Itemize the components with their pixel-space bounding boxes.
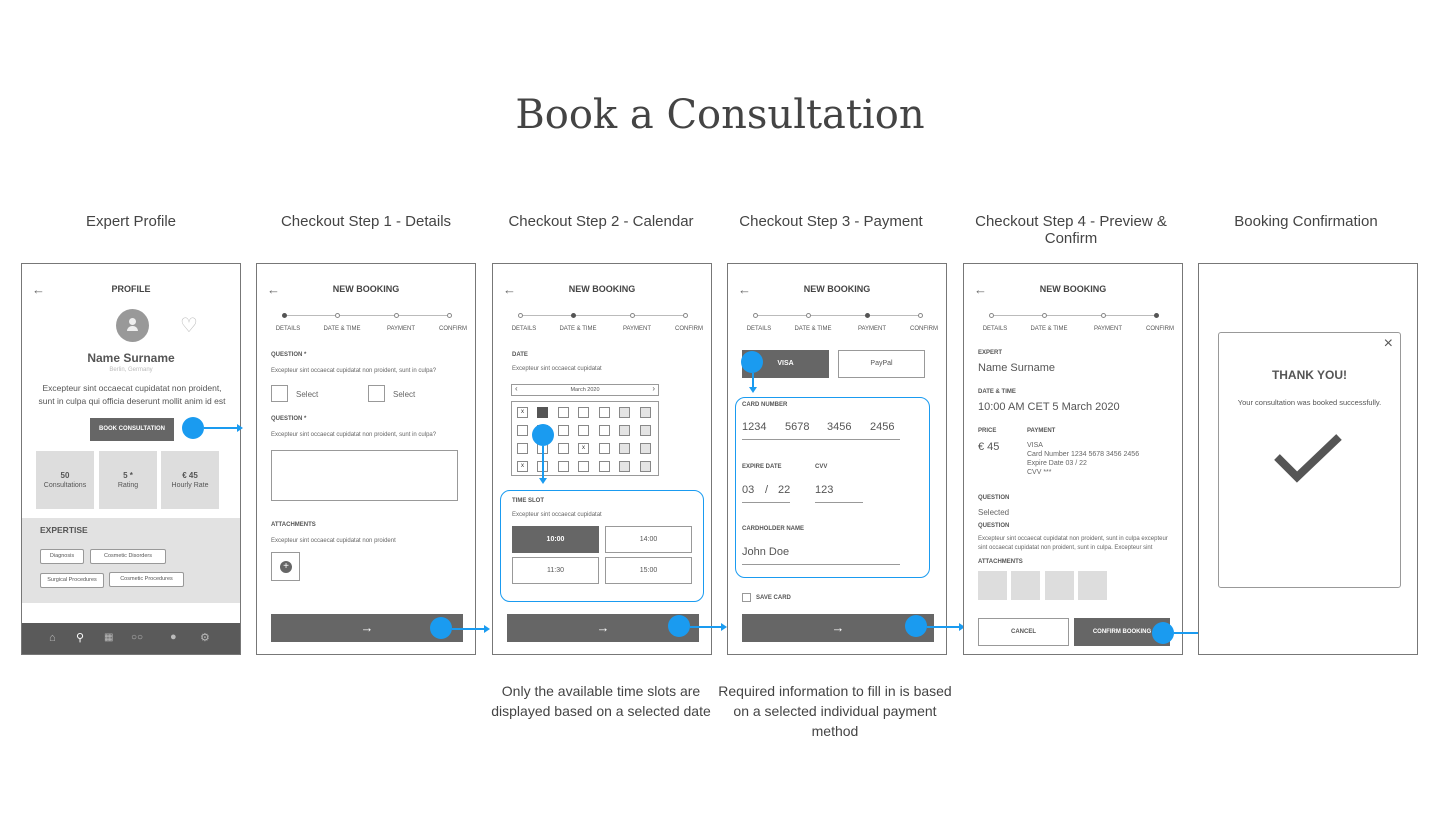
date-label: DATE — [512, 352, 528, 358]
home-icon[interactable]: ⌂ — [49, 632, 56, 644]
attachments-text: Excepteur sint occaecat cupidatat non proident — [271, 538, 396, 544]
calendar-day[interactable] — [619, 425, 630, 436]
arrow-right-icon: → — [831, 620, 845, 635]
payment-line: Expire Date 03 / 22 — [1027, 460, 1087, 467]
calendar-day[interactable] — [640, 425, 651, 436]
question-value: Excepteur sint occaecat cupidatat non proident, sunt in culpa excepteur sint occaecat cupidatat non proident, sunt in culpa. Excepteur sint — [978, 536, 1168, 551]
calendar-day[interactable] — [599, 443, 610, 454]
calendar-day[interactable] — [558, 425, 569, 436]
calendar-day: x — [517, 461, 528, 472]
column-label-profile: Expert Profile — [85, 213, 177, 230]
flow-arrow — [542, 446, 544, 479]
calendar-day: x — [517, 407, 528, 418]
expert-location: Berlin, Germany — [109, 367, 153, 373]
expertise-section — [22, 518, 241, 603]
step-progress — [991, 315, 1157, 316]
user-icon — [129, 318, 136, 325]
confirmation-message: Your consultation was booked successfully. — [1237, 398, 1382, 407]
thank-you-title: THANK YOU! — [1271, 368, 1348, 382]
profile-icon[interactable]: ● — [170, 631, 177, 643]
calendar-day[interactable] — [619, 407, 630, 418]
column-label-payment: Checkout Step 3 - Payment — [739, 213, 923, 230]
screen-header: NEW BOOKING — [332, 284, 400, 294]
price-value: € 45 — [978, 441, 1000, 453]
time-slot-button[interactable]: 15:00 — [605, 557, 692, 584]
close-icon[interactable]: × — [1383, 335, 1393, 352]
stat-consultations: 50 Consultations — [36, 451, 94, 509]
plus-icon: + — [280, 561, 292, 573]
calendar-icon[interactable]: ▦ — [104, 632, 114, 643]
select-label: Select — [296, 390, 319, 399]
column-label-calendar: Checkout Step 2 - Calendar — [508, 213, 694, 230]
calendar-day[interactable] — [517, 425, 528, 436]
calendar-day[interactable] — [578, 461, 589, 472]
flow-marker — [430, 617, 452, 639]
time-slot-panel — [500, 490, 704, 602]
expert-name: Name Surname — [87, 351, 175, 365]
expire-date-field[interactable]: 03 / 22 — [742, 484, 790, 503]
attachment-thumb[interactable] — [1078, 571, 1107, 600]
calendar-day[interactable] — [558, 443, 569, 454]
checkmark-icon — [1271, 431, 1351, 491]
flow-marker — [741, 351, 763, 373]
select-checkbox[interactable] — [368, 385, 385, 402]
gear-icon[interactable]: ⚙ — [200, 632, 210, 644]
expert-value: Name Surname — [978, 362, 1056, 374]
back-arrow-icon[interactable]: ← — [738, 282, 751, 297]
back-arrow-icon[interactable]: ← — [503, 282, 516, 297]
tag-cosmetic-procedures[interactable]: Cosmetic Procedures — [109, 572, 184, 587]
attachments-label: ATTACHMENTS — [271, 522, 316, 528]
card-number-field[interactable]: 1234 5678 3456 2456 — [742, 421, 900, 440]
question-label: QUESTION * — [271, 352, 307, 358]
screen-header: PROFILE — [111, 284, 151, 294]
calendar-day[interactable] — [599, 425, 610, 436]
calendar-day[interactable] — [619, 461, 630, 472]
select-label: Select — [393, 390, 416, 399]
preview-screen: ← NEW BOOKING DETAILS DATE & TIME PAYMENT CONFIRM EXPERT Name Surname DATE & TIME 10:00 AM CET 5 March 2020 PRICE € 45 PAYMENT VISA Card Number 1234 5678 3456 2456 Expire Date 03 / 22 CVV *** QUESTION Selected QUESTION Excepteur sint occaecat cupidatat non proident, sunt in culpa excepteur sint occaecat cupidatat non proident, sunt in culpa. Excepteur sint ATTACHMENTS CANCEL CONFIRM BOOKING — [963, 263, 1183, 655]
calendar-day[interactable] — [640, 443, 651, 454]
chevron-left-icon[interactable]: ‹ — [515, 384, 518, 393]
tag-diagnosis[interactable]: Diagnosis — [40, 549, 84, 564]
payment-label: PAYMENT — [1027, 428, 1056, 434]
profile-screen — [21, 263, 241, 655]
confirm-booking-button[interactable]: CONFIRM BOOKING — [1074, 618, 1170, 646]
attachment-thumb[interactable] — [978, 571, 1007, 600]
payment-line: CVV *** — [1027, 469, 1052, 476]
time-slot-button[interactable]: 14:00 — [605, 526, 692, 553]
tag-surgical-procedures[interactable]: Surgical Procedures — [40, 573, 104, 588]
attachment-thumb[interactable] — [1045, 571, 1074, 600]
flow-marker — [1152, 622, 1174, 644]
time-slot-button[interactable]: 11:30 — [512, 557, 599, 584]
arrow-right-icon: → — [596, 620, 610, 635]
attachment-thumb[interactable] — [1011, 571, 1040, 600]
flow-marker — [668, 615, 690, 637]
cvv-field[interactable]: 123 — [815, 484, 863, 503]
calendar-day[interactable] — [599, 461, 610, 472]
stat-rating: 5 * Rating — [99, 451, 157, 509]
calendar-day[interactable] — [578, 425, 589, 436]
tag-cosmetic-disorders[interactable]: Cosmetic Disorders — [90, 549, 166, 564]
page-title: Book a Consultation — [515, 92, 925, 138]
calendar-day[interactable] — [640, 461, 651, 472]
time-slot-text: Excepteur sint occaecat cupidatat — [512, 512, 602, 518]
calendar-day[interactable] — [619, 443, 630, 454]
arrow-right-icon: → — [360, 620, 374, 635]
cardholder-label: CARDHOLDER NAME — [742, 526, 804, 532]
payment-line: Card Number 1234 5678 3456 2456 — [1027, 451, 1140, 458]
question-text: Excepteur sint occaecat cupidatat non proident, sunt in culpa? — [271, 432, 437, 438]
column-label-preview: Checkout Step 4 - Preview & Confirm — [975, 213, 1167, 247]
calendar-screen: ← NEW BOOKING DETAILS DATE & TIME PAYMENT CONFIRM DATE Excepteur sint occaecat cupidatat ‹ March 2020 › x x x TIME SLOT Excepteur sint occaecat cupidatat 10:00 14:00 11:30 15:00 → — [492, 263, 712, 655]
cardholder-field[interactable]: John Doe — [742, 546, 900, 565]
attachments-label: ATTACHMENTS — [978, 559, 1023, 565]
column-label-details: Checkout Step 1 - Details — [280, 213, 452, 230]
cancel-button[interactable]: CANCEL — [978, 618, 1069, 646]
calendar-day[interactable] — [599, 407, 610, 418]
avatar — [116, 309, 149, 342]
back-arrow-icon[interactable]: ← — [974, 282, 987, 297]
time-slot-button[interactable]: 10:00 — [512, 526, 599, 553]
calendar-day[interactable] — [537, 407, 548, 418]
flow-arrow — [927, 626, 960, 628]
calendar-day[interactable] — [558, 407, 569, 418]
confirmation-screen — [1198, 263, 1418, 655]
calendar-note: Only the available time slots are displayed based on a selected date — [491, 683, 711, 719]
back-arrow-icon[interactable]: ← — [267, 282, 280, 297]
confirmation-dialog — [1218, 332, 1401, 588]
expertise-title: EXPERTISE — [40, 525, 88, 535]
cvv-label: CVV — [815, 464, 828, 470]
screen-header: NEW BOOKING — [803, 284, 871, 294]
flow-arrow — [690, 626, 722, 628]
select-checkbox[interactable] — [271, 385, 288, 402]
flow-arrow — [452, 628, 485, 630]
payment-screen: ← NEW BOOKING DETAILS DATE & TIME PAYMENT CONFIRM VISA PayPal CARD NUMBER 1234 5678 3456 2456 EXPIRE DATE CVV 03 / 22 123 CARDHOLDER NAME John Doe SAVE CARD → — [727, 263, 947, 655]
datetime-value: 10:00 AM CET 5 March 2020 — [978, 401, 1120, 413]
column-label-confirmation: Booking Confirmation — [1234, 213, 1378, 230]
details-screen: ← NEW BOOKING DETAILS DATE & TIME PAYMENT CONFIRM QUESTION * Excepteur sint occaecat cupidatat non proident, sunt in culpa? Select Select QUESTION * Excepteur sint occaecat cupidatat non proident, sunt in culpa? ATTACHMENTS Excepteur sint occaecat cupidatat non proident + → — [256, 263, 476, 655]
paypal-button[interactable]: PayPal — [838, 350, 925, 378]
calendar-day: x — [578, 443, 589, 454]
chevron-right-icon[interactable]: › — [652, 384, 655, 393]
stat-hourly-rate: € 45 Hourly Rate — [161, 451, 219, 509]
question-value: Selected — [978, 508, 1010, 517]
step-progress — [284, 315, 450, 316]
flow-marker — [532, 424, 554, 446]
expert-bio: Excepteur sint occaecat cupidatat non proident, sunt in culpa qui officia deserunt mollit anim id est — [38, 383, 226, 406]
calendar-day[interactable] — [578, 407, 589, 418]
flow-arrow — [752, 373, 754, 388]
book-consultation-button[interactable]: BOOK CONSULTATION — [90, 418, 174, 441]
question-label: QUESTION — [978, 495, 1010, 501]
price-label: PRICE — [978, 428, 997, 434]
expert-label: EXPERT — [978, 350, 1003, 356]
save-card-checkbox[interactable] — [742, 593, 751, 602]
card-number-label: CARD NUMBER — [742, 402, 788, 408]
question-text: Excepteur sint occaecat cupidatat non proident, sunt in culpa? — [271, 368, 437, 374]
payment-note: Required information to fill in is based on a selected individual payment method — [718, 683, 952, 739]
search-icon[interactable]: ⚲ — [76, 632, 85, 644]
question-label: QUESTION * — [271, 416, 307, 422]
step-progress — [755, 315, 921, 316]
add-attachment-button[interactable] — [271, 552, 300, 581]
calendar-day[interactable] — [517, 443, 528, 454]
flow-arrow — [204, 427, 238, 429]
calendar-day[interactable] — [558, 461, 569, 472]
calendar-day[interactable] — [640, 407, 651, 418]
month-selector[interactable]: ‹ March 2020 › — [511, 384, 659, 396]
card-form-panel — [735, 397, 930, 578]
answer-textarea[interactable] — [271, 450, 458, 501]
flow-marker — [182, 417, 204, 439]
screen-header: NEW BOOKING — [568, 284, 636, 294]
visa-button[interactable]: VISA — [742, 350, 829, 378]
question-label: QUESTION — [978, 523, 1010, 529]
glasses-icon[interactable]: ○○ — [131, 632, 144, 643]
step-progress — [520, 315, 686, 316]
screen-header: NEW BOOKING — [1039, 284, 1107, 294]
flow-marker — [905, 615, 927, 637]
date-text: Excepteur sint occaecat cupidatat — [512, 366, 602, 372]
datetime-label: DATE & TIME — [978, 389, 1016, 395]
save-card-label: SAVE CARD — [756, 595, 791, 601]
expire-date-label: EXPIRE DATE — [742, 464, 782, 470]
heart-icon[interactable]: ♡ — [180, 315, 198, 337]
time-slot-label: TIME SLOT — [512, 498, 544, 504]
payment-line: VISA — [1027, 442, 1043, 449]
bottom-nav — [22, 623, 241, 655]
back-arrow-icon[interactable]: ← — [32, 282, 45, 297]
